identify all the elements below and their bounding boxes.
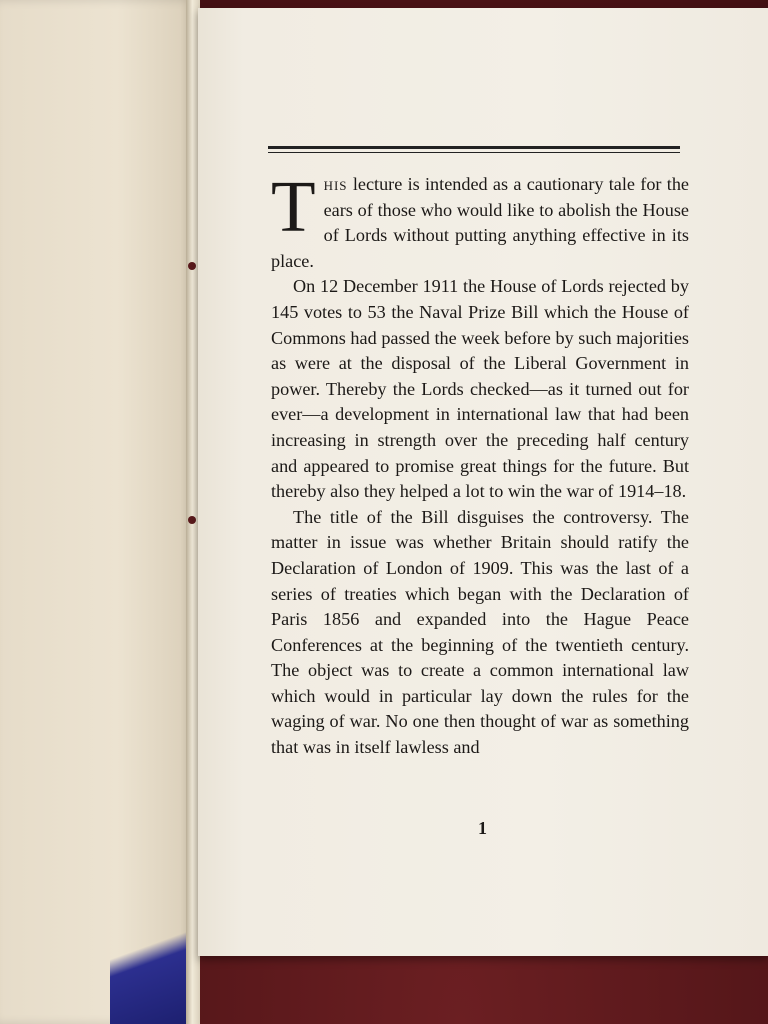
paragraph-3: The title of the Bill disguises the controversy. The matter in issue was whether Britain should ratify the Declaration of London of 1909. This was the last of a series of treaties which began with the Declaration of Paris 1856 and expanded into the Hague Peace Conferences at the beginning of the twentieth century. The object was to create a common international law which would in particular lay down the rules for the waging of war. No one then thought of war as something that was in itself lawless and (271, 506, 689, 758)
left-page (0, 0, 196, 1024)
paragraph-2: On 12 December 1911 the House of Lords rejected by 145 votes to 53 the Naval Prize Bill which the House of Commons had passed the week before by such majorities as were at the disposal of the Liberal Government in power. Thereby the Lords checked—as it turned out for ever—a development in international law that had been increasing in strength over the preceding half century and appeared to promise great things for the future. But thereby also they helped a lot to win the war of 1914–18. (271, 276, 689, 502)
page-notch (188, 516, 196, 524)
body-text (271, 166, 689, 761)
opening-word: his (323, 174, 348, 194)
header-rule-thick (268, 146, 680, 149)
drop-cap: T (271, 166, 316, 247)
paragraph-1-text: lecture is intended as a cautionary tale for the ears of those who would like to abolish the House of Lords without putting anything effective in its place. (271, 174, 689, 271)
header-rule-thin (268, 152, 680, 153)
page-number: 1 (478, 818, 487, 838)
paragraph-1 (271, 166, 689, 274)
page-notch (188, 262, 196, 270)
